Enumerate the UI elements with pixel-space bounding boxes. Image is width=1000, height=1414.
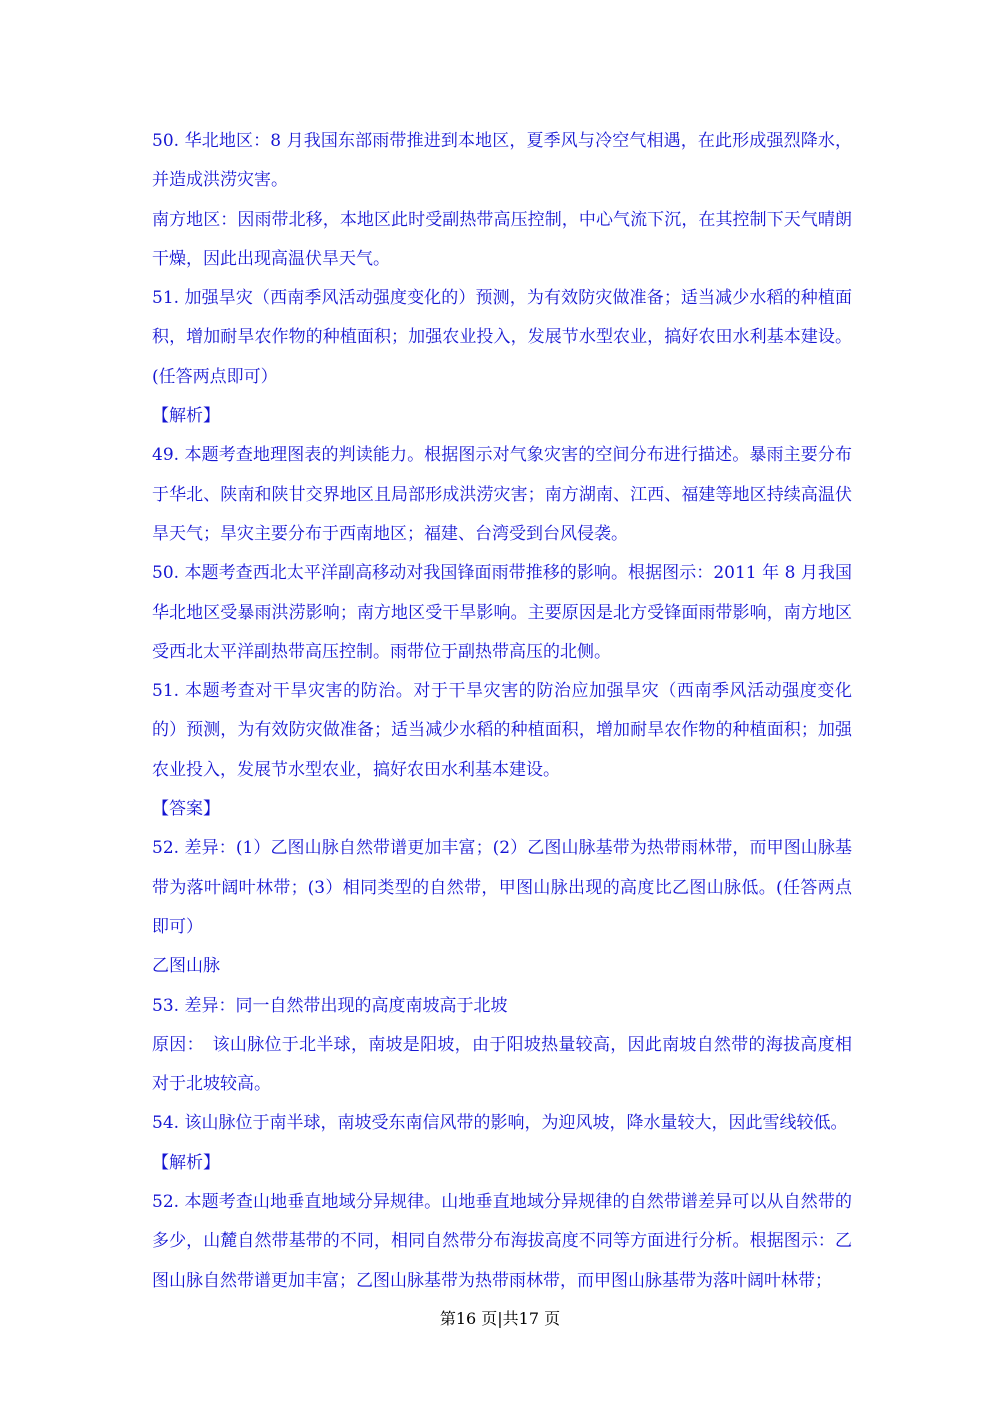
analysis-heading-2: 【解析】: [152, 1152, 220, 1173]
answer-50-south: 南方地区：因雨带北移，本地区此时受副热带高压控制，中心气流下沉，在其控制下天气晴朗干燥，因此出现高温伏旱天气。: [152, 209, 852, 269]
answer-50-north: 50. 华北地区：8 月我国东部雨带推进到本地区，夏季风与冷空气相遇，在此形成强烈降水，并造成洪涝灾害。: [152, 131, 852, 191]
answer-53-reason: 原因： 该山脉位于北半球，南坡是阳坡，由于阳坡热量较高，因此南坡自然带的海拔高度相对于北坡较高。: [152, 1034, 852, 1095]
answer-54: 54. 该山脉位于南半球，南坡受东南信风带的影响，为迎风坡，降水量较大，因此雪线较低。: [152, 1113, 848, 1134]
answer-51: 51. 加强旱灾（西南季风活动强度变化的）预测，为有效防灾做准备；适当减少水稻的种植面积，增加耐旱农作物的种植面积；加强农业投入，发展节水型农业，搞好农田水利基本建设。(任答两点即可）: [152, 288, 852, 387]
answer-heading: 【答案】: [152, 799, 220, 820]
answer-53-difference: 53. 差异：同一自然带出现的高度南坡高于北坡: [152, 995, 508, 1016]
answer-52: 52. 差异：(1）乙图山脉自然带谱更加丰富；(2）乙图山脉基带为热带雨林带，而甲图山脉基带为落叶阔叶林带；(3）相同类型的自然带，甲图山脉出现的高度比乙图山脉低。(任答两点即可）: [152, 838, 852, 937]
analysis-52: 52. 本题考查山地垂直地域分异规律。山地垂直地域分异规律的自然带谱差异可以从自然带的多少，山麓自然带基带的不同，相同自然带分布海拔高度不同等方面进行分析。根据图示：乙图山脉自然带谱更加丰富；乙图山脉基带为热带雨林带，而甲图山脉基带为落叶阔叶林带；: [152, 1192, 852, 1291]
answer-52-mountain: 乙图山脉: [152, 956, 220, 977]
analysis-49: 49. 本题考查地理图表的判读能力。根据图示对气象灾害的空间分布进行描述。暴雨主要分布于华北、陕南和陕甘交界地区且局部形成洪涝灾害；南方湖南、江西、福建等地区持续高温伏旱天气；旱灾主要分布于西南地区；福建、台湾受到台风侵袭。: [152, 445, 852, 544]
page-number-footer: 第16 页|共17 页: [439, 1309, 561, 1328]
analysis-50: 50. 本题考查西北太平洋副高移动对我国锋面雨带推移的影响。根据图示：2011 年 8 月我国华北地区受暴雨洪涝影响；南方地区受干旱影响。主要原因是北方受锋面雨带影响，南方地区受西北太平洋副热带高压控制。雨带位于副热带高压的北侧。: [152, 563, 852, 662]
analysis-51: 51. 本题考查对干旱灾害的防治。对于干旱灾害的防治应加强旱灾（西南季风活动强度变化的）预测，为有效防灾做准备；适当减少水稻的种植面积，增加耐旱农作物的种植面积；加强农业投入，发展节水型农业，搞好农田水利基本建设。: [152, 681, 852, 780]
answer-content: [152, 122, 852, 1301]
analysis-heading-1: 【解析】: [152, 406, 220, 427]
